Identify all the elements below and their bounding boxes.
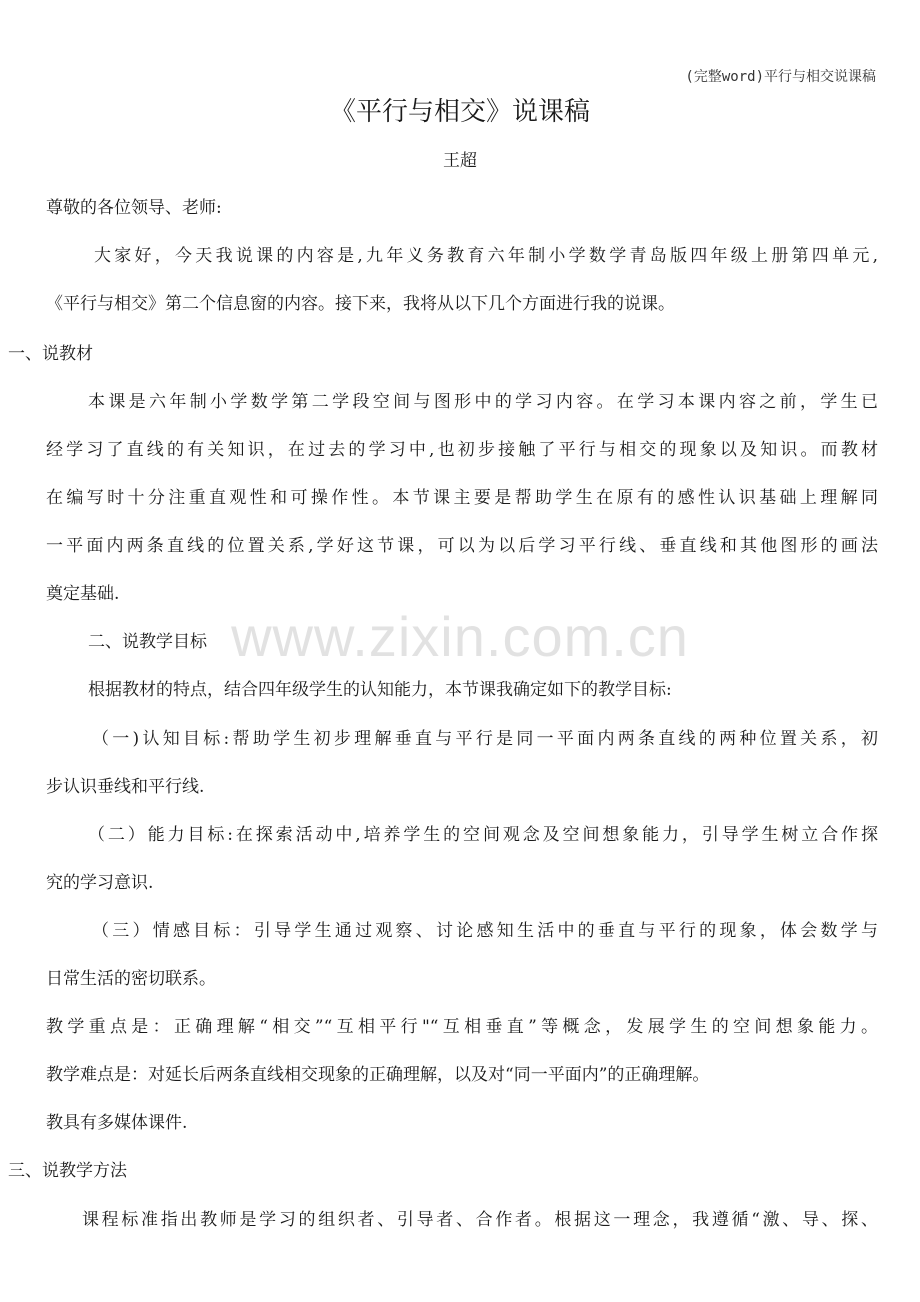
paragraph-line: 经学习了直线的有关知识，在过去的学习中,也初步接触了平行与相交的现象以及知识。而教材 — [46, 440, 878, 460]
section-heading: 一、说教材 — [8, 344, 93, 364]
paragraph-line: 步认识垂线和平行线. — [46, 777, 205, 797]
paragraph-line: 教具有多媒体课件. — [46, 1113, 188, 1133]
header-note: (完整word)平行与相交说课稿 — [685, 69, 876, 85]
paragraph-line: 在编写时十分注重直观性和可操作性。本节课主要是帮助学生在原有的感性认识基础上理解同 — [46, 488, 878, 508]
document-author: 王超 — [443, 151, 477, 171]
section-heading: 二、说教学目标 — [88, 632, 207, 652]
paragraph-line: 教学重点是：正确理解“相交”“互相平行"“互相垂直”等概念，发展学生的空间想象能力。 — [46, 1017, 878, 1037]
paragraph-line: （二）能力目标:在探索活动中,培养学生的空间观念及空间想象能力，引导学生树立合作探 — [88, 825, 878, 845]
salutation: 尊敬的各位领导、老师: — [46, 198, 222, 218]
section-heading: 三、说教学方法 — [8, 1161, 127, 1181]
paragraph-line: 《平行与相交》第二个信息窗的内容。接下来，我将从以下几个方面进行我的说课。 — [46, 294, 675, 314]
paragraph-line: 奠定基础. — [46, 584, 120, 604]
paragraph-line: 根据教材的特点，结合四年级学生的认知能力，本节课我确定如下的教学目标: — [88, 680, 672, 700]
paragraph-line: 课程标准指出教师是学习的组织者、引导者、合作者。根据这一理念，我遵循“激、导、探、 — [82, 1210, 878, 1230]
paragraph-line: （一)认知目标:帮助学生初步理解垂直与平行是同一平面内两条直线的两种位置关系，初 — [92, 729, 878, 749]
paragraph-line: 一平面内两条直线的位置关系,学好这节课，可以为以后学习平行线、垂直线和其他图形的画法 — [46, 536, 878, 556]
watermark: www.zixin.com.cn — [231, 605, 689, 668]
document-title: 《平行与相交》说课稿 — [329, 97, 590, 127]
paragraph-line: （三）情感目标：引导学生通过观察、讨论感知生活中的垂直与平行的现象，体会数学与 — [92, 921, 878, 941]
paragraph-line: 教学难点是：对延长后两条直线相交现象的正确理解，以及对“同一平面内”的正确理解。 — [46, 1065, 710, 1085]
paragraph-line: 本课是六年制小学数学第二学段空间与图形中的学习内容。在学习本课内容之前，学生已 — [88, 392, 878, 412]
paragraph-line: 究的学习意识. — [46, 873, 154, 893]
paragraph-line: 日常生活的密切联系。 — [46, 969, 216, 989]
paragraph-line: 大家好，今天我说课的内容是,九年义务教育六年制小学数学青岛版四年级上册第四单元, — [94, 246, 878, 266]
